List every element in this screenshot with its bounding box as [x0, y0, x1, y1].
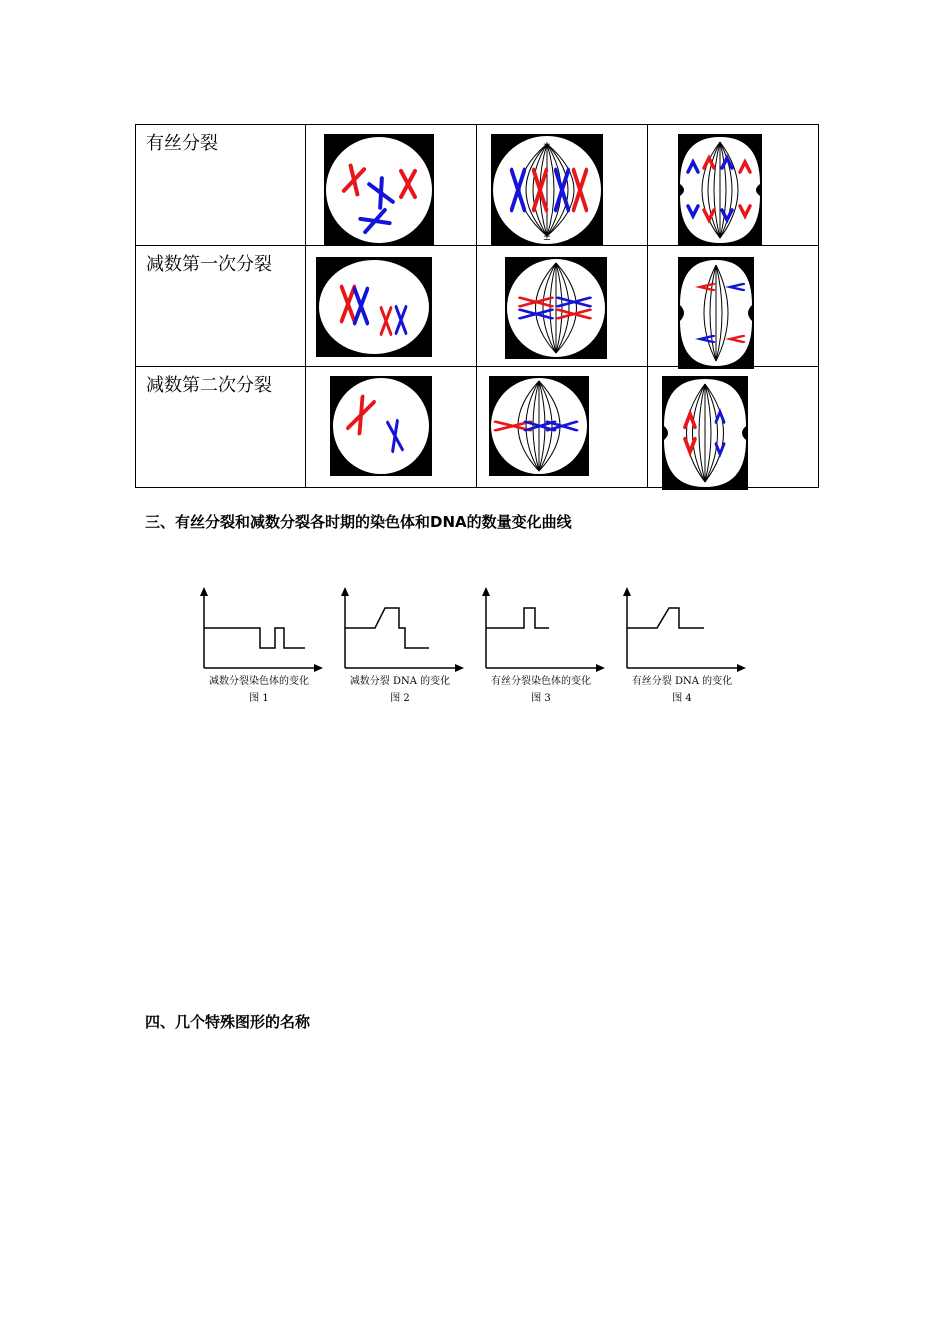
section-3-heading: 三、有丝分裂和减数分裂各时期的染色体和DNA的数量变化曲线 [145, 513, 572, 531]
svg-text:±: ± [542, 232, 552, 243]
graph-1 [198, 586, 328, 706]
meiosis1-prophase-cell [306, 246, 477, 367]
svg-text:±: ± [542, 140, 552, 151]
cell-division-table [135, 124, 819, 488]
graph-caption: 有丝分裂 DNA 的变化 [631, 676, 733, 687]
table-row [136, 246, 819, 367]
meiosis2-anaphase-cell [648, 367, 819, 488]
graph-3 [480, 586, 610, 706]
graph-label: 图 3 [531, 693, 551, 704]
graph-2 [339, 586, 469, 706]
graph-caption: 减数分裂染色体的变化 [209, 676, 309, 687]
graph-label: 图 2 [390, 693, 410, 704]
meiosis2-metaphase-cell [477, 367, 648, 488]
meiosis1-anaphase-cell [648, 246, 819, 367]
table-row [136, 125, 819, 246]
graph-label: 图 4 [672, 693, 692, 704]
meiosis2-prophase-cell [306, 367, 477, 488]
mitosis-prophase-cell [306, 125, 477, 246]
row-label: 有丝分裂 [136, 125, 306, 246]
mitosis-anaphase-cell [648, 125, 819, 246]
graph-caption: 有丝分裂染色体的变化 [491, 676, 591, 687]
mitosis-metaphase-cell [477, 125, 648, 246]
graph-4 [621, 586, 751, 706]
graph-label: 图 1 [249, 693, 269, 704]
section-4-heading: 四、几个特殊图形的名称 [145, 1013, 311, 1031]
row-label: 减数第二次分裂 [136, 367, 306, 488]
row-label: 减数第一次分裂 [136, 246, 306, 367]
table-row [136, 367, 819, 488]
meiosis1-metaphase-cell [477, 246, 648, 367]
graph-caption: 减数分裂 DNA 的变化 [349, 676, 451, 687]
